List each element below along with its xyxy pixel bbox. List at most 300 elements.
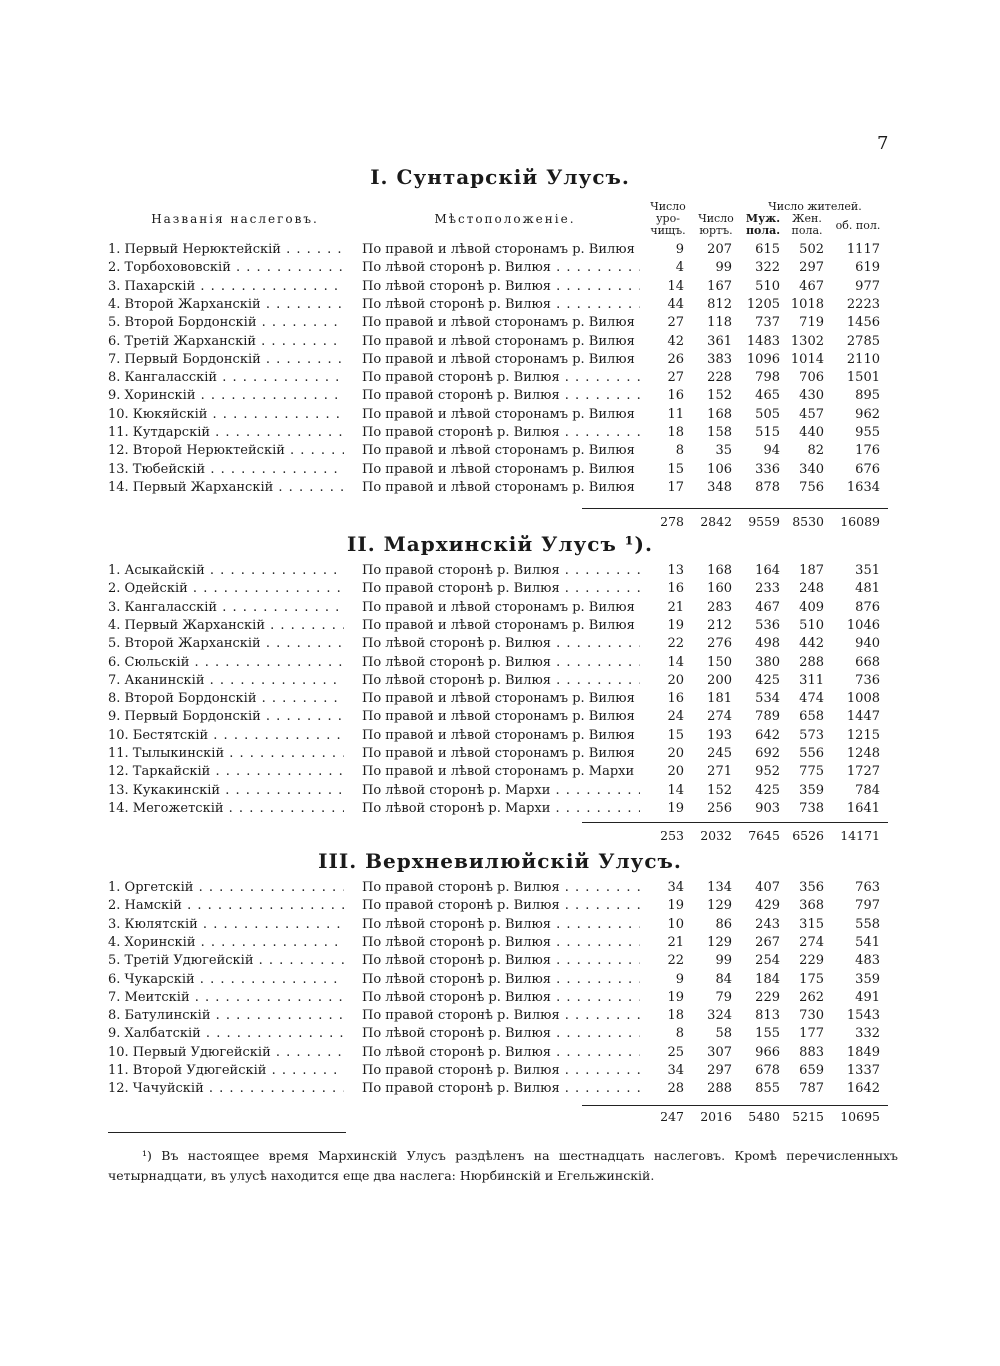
- footnote-rule: [108, 1132, 346, 1133]
- location: По лѣвой сторонѣ р. Вилюя . . .: [362, 989, 640, 1007]
- location: По правой сторонѣ р. Вилюя . . .: [362, 1062, 640, 1080]
- female-count: 719: [799, 315, 824, 331]
- location: По правой сторонѣ р. Вилюя . . .: [362, 879, 640, 897]
- urochishch-count: 18: [667, 1008, 684, 1024]
- total-n3: 7645: [748, 828, 780, 843]
- table-row: [0, 952, 1000, 970]
- total-count: 1215: [846, 727, 880, 743]
- male-count: 798: [755, 370, 780, 386]
- table-row: [0, 1007, 1000, 1025]
- male-count: 966: [755, 1044, 780, 1060]
- nasleg-name: 12. Таркайскій . . .: [108, 763, 344, 781]
- table-row: [0, 971, 1000, 989]
- urochishch-count: 17: [667, 479, 684, 495]
- table-row: [0, 442, 1000, 460]
- total-n5: 10695: [840, 1109, 880, 1124]
- female-count: 430: [799, 388, 824, 404]
- yurt-count: 256: [707, 800, 732, 816]
- nasleg-name: 14. Первый Жарханскій . . .: [108, 479, 344, 497]
- urochishch-count: 18: [667, 425, 684, 440]
- yurt-count: 212: [707, 617, 732, 633]
- female-count: 440: [799, 425, 824, 440]
- location: По правой и лѣвой сторонамъ р. Вилюя . . .: [362, 599, 640, 617]
- table-row: [0, 387, 1000, 405]
- female-count: 706: [799, 370, 824, 386]
- yurt-count: 79: [715, 989, 732, 1005]
- table-row: [0, 369, 1000, 387]
- header-location: Мѣстоположеніе.: [434, 212, 576, 226]
- urochishch-count: 8: [675, 443, 684, 459]
- male-count: 155: [755, 1026, 780, 1042]
- table-row: [0, 879, 1000, 897]
- table-row: [0, 1044, 1000, 1062]
- location: По правой и лѣвой сторонамъ р. Вилюя . . .: [362, 479, 640, 497]
- urochishch-count: 4: [675, 260, 684, 276]
- table-row: [0, 562, 1000, 580]
- male-count: 425: [755, 782, 780, 798]
- male-count: 164: [755, 563, 780, 578]
- total-n4: 6526: [792, 828, 824, 843]
- yurt-count: 200: [707, 672, 732, 688]
- total-count: 1727: [846, 764, 880, 780]
- male-count: 515: [755, 425, 780, 440]
- female-count: 262: [799, 989, 824, 1005]
- table-row: [0, 708, 1000, 726]
- total-rule: [582, 822, 888, 823]
- male-count: 534: [755, 691, 780, 707]
- female-count: 556: [799, 746, 824, 761]
- male-count: 789: [755, 709, 780, 725]
- total-count: 481: [855, 581, 880, 597]
- total-count: 1849: [846, 1044, 880, 1060]
- table-row: [0, 296, 1000, 314]
- total-count: 1008: [846, 691, 880, 707]
- male-count: 737: [755, 315, 780, 331]
- yurt-count: 160: [707, 581, 732, 597]
- urochishch-count: 20: [667, 672, 684, 688]
- male-count: 1096: [746, 351, 780, 367]
- yurt-count: 361: [707, 333, 732, 349]
- total-n4: 5215: [792, 1109, 824, 1124]
- urochishch-count: 16: [667, 691, 684, 707]
- location: По лѣвой сторонѣ р. Мархи . . .: [362, 800, 640, 818]
- location: По лѣвой сторонѣ р. Вилюя . . .: [362, 654, 640, 672]
- table-row: [0, 1025, 1000, 1043]
- yurt-count: 207: [707, 242, 732, 257]
- nasleg-name: 14. Мегожетскій . . .: [108, 800, 344, 818]
- male-count: 243: [755, 916, 780, 932]
- location: По правой и лѣвой сторонамъ р. Вилюя . . .: [362, 708, 640, 726]
- total-count: 876: [855, 599, 880, 615]
- male-count: 380: [755, 654, 780, 670]
- table-row: [0, 617, 1000, 635]
- urochishch-count: 19: [667, 898, 684, 914]
- footnote: ¹) Въ настоящее время Мархинскій Улусъ раздѣленъ на шестнадцать наслеговъ. Кромѣ перечисленныхъ четырнадцати, въ улусѣ находится еще два наслега: Нюрбинскій и Егельжинскій.: [108, 1148, 898, 1183]
- nasleg-name: 8. Второй Бордонскій . . .: [108, 690, 344, 708]
- urochishch-count: 22: [667, 636, 684, 652]
- urochishch-count: 24: [667, 709, 684, 725]
- total-count: 558: [855, 916, 880, 932]
- section-total-row: [0, 513, 1000, 531]
- total-count: 676: [855, 461, 880, 477]
- nasleg-name: 8. Кангаласскій . . .: [108, 369, 344, 387]
- male-count: 510: [755, 278, 780, 294]
- location: По правой и лѣвой сторонамъ р. Вилюя . . .: [362, 406, 640, 424]
- female-count: 775: [799, 764, 824, 780]
- nasleg-name: 11. Второй Удюгейскій . . .: [108, 1062, 344, 1080]
- location: По правой сторонѣ р. Вилюя . . .: [362, 580, 640, 598]
- female-count: 883: [799, 1044, 824, 1060]
- yurt-count: 129: [707, 898, 732, 914]
- female-count: 738: [799, 800, 824, 816]
- location: По лѣвой сторонѣ р. Вилюя . . .: [362, 296, 640, 314]
- urochishch-count: 21: [667, 599, 684, 615]
- location: По правой и лѣвой сторонамъ р. Вилюя . . .: [362, 461, 640, 479]
- urochishch-count: 25: [667, 1044, 684, 1060]
- total-n1: 247: [660, 1109, 684, 1124]
- location: По правой и лѣвой сторонамъ р. Вилюя . . .: [362, 351, 640, 369]
- location: По лѣвой сторонѣ р. Вилюя . . .: [362, 916, 640, 934]
- total-count: 2785: [846, 333, 880, 349]
- header-name: Названія наслеговъ.: [151, 212, 319, 226]
- table-row: [0, 916, 1000, 934]
- table-row: [0, 479, 1000, 497]
- urochishch-count: 44: [667, 296, 684, 312]
- yurt-count: 152: [707, 388, 732, 404]
- urochishch-count: 14: [667, 278, 684, 294]
- table-row: [0, 800, 1000, 818]
- location: По правой и лѣвой сторонамъ р. Вилюя . . .: [362, 442, 640, 460]
- male-count: 642: [755, 727, 780, 743]
- nasleg-name: 13. Тюбейскій . . .: [108, 461, 344, 479]
- urochishch-count: 8: [675, 1026, 684, 1042]
- location: По лѣвой сторонѣ р. Вилюя . . .: [362, 1025, 640, 1043]
- yurt-count: 812: [707, 296, 732, 312]
- total-count: 491: [855, 989, 880, 1005]
- total-rule: [582, 1105, 888, 1106]
- location: По правой сторонѣ р. Вилюя . . .: [362, 387, 640, 405]
- female-count: 442: [799, 636, 824, 652]
- header-male: Муж. пола.: [745, 212, 781, 237]
- location: По правой и лѣвой сторонамъ р. Вилюя . . .: [362, 690, 640, 708]
- female-count: 311: [799, 672, 824, 688]
- location: По правой и лѣвой сторонамъ р. Мархи . . .: [362, 763, 640, 781]
- female-count: 340: [799, 461, 824, 477]
- table-row: [0, 333, 1000, 351]
- urochishch-count: 42: [667, 333, 684, 349]
- nasleg-name: 7. Аканинскій . . .: [108, 672, 344, 690]
- yurt-count: 99: [715, 953, 732, 969]
- total-count: 1641: [846, 800, 880, 816]
- nasleg-name: 3. Кюлятскій . . .: [108, 916, 344, 934]
- nasleg-name: 4. Первый Жарханскій . . .: [108, 617, 344, 635]
- location: По лѣвой сторонѣ р. Вилюя . . .: [362, 278, 640, 296]
- yurt-count: 297: [707, 1063, 732, 1078]
- male-count: 615: [755, 242, 780, 257]
- nasleg-name: 10. Бестятскій . . .: [108, 727, 344, 745]
- female-count: 474: [799, 691, 824, 707]
- yurt-count: 348: [707, 479, 732, 495]
- total-count: 784: [855, 782, 880, 798]
- total-count: 977: [855, 278, 880, 294]
- male-count: 429: [755, 898, 780, 914]
- nasleg-name: 3. Пахарскій . . .: [108, 278, 344, 296]
- male-count: 498: [755, 636, 780, 652]
- yurt-count: 193: [707, 727, 732, 743]
- section-title: III. Верхневилюйскій Улусъ.: [318, 849, 682, 873]
- table-row: [0, 727, 1000, 745]
- female-count: 177: [799, 1026, 824, 1042]
- header-inhabitants: Число жителей.: [768, 200, 862, 213]
- location: По правой и лѣвой сторонамъ р. Вилюя . . .: [362, 314, 640, 332]
- nasleg-name: 1. Первый Нерюктейскій . . .: [108, 241, 344, 259]
- female-count: 502: [799, 242, 824, 257]
- yurt-count: 324: [707, 1008, 732, 1024]
- yurt-count: 106: [707, 461, 732, 477]
- nasleg-name: 9. Хоринскій . . .: [108, 387, 344, 405]
- section-title: I. Сунтарскій Улусъ.: [370, 165, 630, 189]
- nasleg-name: 11. Кутдарскій . . .: [108, 424, 344, 442]
- total-count: 1248: [846, 746, 880, 761]
- female-count: 175: [799, 971, 824, 987]
- total-count: 1046: [846, 617, 880, 633]
- urochishch-count: 9: [675, 971, 684, 987]
- nasleg-name: 9. Первый Бордонскій . . .: [108, 708, 344, 726]
- female-count: 1302: [790, 333, 824, 349]
- female-count: 297: [799, 260, 824, 276]
- location: По правой сторонѣ р. Вилюя . . .: [362, 562, 640, 580]
- nasleg-name: 13. Кукакинскій . . .: [108, 782, 344, 800]
- total-count: 736: [855, 672, 880, 688]
- header-yurt: Число юртъ.: [698, 212, 734, 237]
- table-row: [0, 635, 1000, 653]
- location: По правой и лѣвой сторонамъ р. Вилюя . . .: [362, 333, 640, 351]
- male-count: 233: [755, 581, 780, 597]
- male-count: 813: [755, 1008, 780, 1024]
- yurt-count: 99: [715, 260, 732, 276]
- yurt-count: 276: [707, 636, 732, 652]
- female-count: 229: [799, 953, 824, 969]
- nasleg-name: 5. Второй Жарханскій . . .: [108, 635, 344, 653]
- yurt-count: 150: [707, 654, 732, 670]
- male-count: 878: [755, 479, 780, 495]
- male-count: 903: [755, 800, 780, 816]
- male-count: 267: [755, 934, 780, 950]
- total-count: 668: [855, 654, 880, 670]
- table-row: [0, 654, 1000, 672]
- yurt-count: 134: [707, 880, 732, 895]
- nasleg-name: 2. Торбохововскій . . .: [108, 259, 344, 277]
- location: По лѣвой сторонѣ р. Вилюя . . .: [362, 672, 640, 690]
- yurt-count: 168: [707, 406, 732, 422]
- table-row: [0, 690, 1000, 708]
- table-row: [0, 672, 1000, 690]
- female-count: 573: [799, 727, 824, 743]
- section-total-row: [0, 827, 1000, 845]
- nasleg-name: 9. Халбатскій . . .: [108, 1025, 344, 1043]
- table-row: [0, 351, 1000, 369]
- male-count: 505: [755, 406, 780, 422]
- female-count: 510: [799, 617, 824, 633]
- yurt-count: 86: [715, 916, 732, 932]
- male-count: 465: [755, 388, 780, 404]
- table-row: [0, 934, 1000, 952]
- location: По правой и лѣвой сторонамъ р. Вилюя . . .: [362, 617, 640, 635]
- total-count: 176: [855, 443, 880, 459]
- total-count: 1634: [846, 479, 880, 495]
- yurt-count: 181: [707, 691, 732, 707]
- yurt-count: 118: [707, 315, 732, 331]
- urochishch-count: 14: [667, 782, 684, 798]
- female-count: 82: [807, 443, 824, 459]
- location: По правой сторонѣ р. Вилюя . . .: [362, 424, 640, 442]
- yurt-count: 168: [707, 563, 732, 578]
- location: По лѣвой сторонѣ р. Вилюя . . .: [362, 971, 640, 989]
- header-female: Жен. пола.: [791, 212, 823, 237]
- female-count: 467: [799, 278, 824, 294]
- total-count: 619: [855, 260, 880, 276]
- total-count: 1642: [846, 1081, 880, 1097]
- female-count: 409: [799, 599, 824, 615]
- yurt-count: 245: [707, 746, 732, 761]
- urochishch-count: 20: [667, 764, 684, 780]
- urochishch-count: 15: [667, 461, 684, 477]
- total-n5: 14171: [840, 828, 880, 843]
- female-count: 248: [799, 581, 824, 597]
- total-count: 797: [855, 898, 880, 914]
- male-count: 336: [755, 461, 780, 477]
- urochishch-count: 9: [675, 242, 684, 257]
- table-row: [0, 989, 1000, 1007]
- table-row: [0, 424, 1000, 442]
- urochishch-count: 28: [667, 1081, 684, 1097]
- male-count: 254: [755, 953, 780, 969]
- female-count: 359: [799, 782, 824, 798]
- nasleg-name: 6. Третій Жарханскій . . .: [108, 333, 344, 351]
- location: По правой и лѣвой сторонамъ р. Вилюя . . .: [362, 727, 640, 745]
- male-count: 1205: [746, 296, 780, 312]
- female-count: 457: [799, 406, 824, 422]
- location: По правой и лѣвой сторонамъ р. Вилюя . . .: [362, 745, 640, 763]
- yurt-count: 158: [707, 425, 732, 440]
- total-count: 483: [855, 953, 880, 969]
- yurt-count: 58: [715, 1026, 732, 1042]
- total-n3: 5480: [748, 1109, 780, 1124]
- female-count: 659: [799, 1063, 824, 1078]
- nasleg-name: 2. Одейскій . . .: [108, 580, 344, 598]
- location: По правой и лѣвой сторонамъ р. Вилюя . . .: [362, 241, 640, 259]
- urochishch-count: 19: [667, 617, 684, 633]
- total-count: 940: [855, 636, 880, 652]
- male-count: 229: [755, 989, 780, 1005]
- female-count: 368: [799, 898, 824, 914]
- female-count: 787: [799, 1081, 824, 1097]
- yurt-count: 152: [707, 782, 732, 798]
- male-count: 678: [755, 1063, 780, 1078]
- total-count: 351: [855, 563, 880, 578]
- urochishch-count: 19: [667, 989, 684, 1005]
- yurt-count: 271: [707, 764, 732, 780]
- nasleg-name: 1. Оргетскій . . .: [108, 879, 344, 897]
- table-row: [0, 241, 1000, 259]
- total-n4: 8530: [792, 514, 824, 529]
- header-both: об. пол.: [835, 219, 881, 232]
- nasleg-name: 4. Второй Жарханскій . . .: [108, 296, 344, 314]
- total-count: 1117: [846, 242, 880, 257]
- urochishch-count: 34: [667, 1063, 684, 1078]
- table-row: [0, 406, 1000, 424]
- location: По лѣвой сторонѣ р. Вилюя . . .: [362, 259, 640, 277]
- urochishch-count: 13: [667, 563, 684, 578]
- urochishch-count: 26: [667, 351, 684, 367]
- nasleg-name: 1. Асыкайскій . . .: [108, 562, 344, 580]
- urochishch-count: 16: [667, 388, 684, 404]
- female-count: 658: [799, 709, 824, 725]
- female-count: 315: [799, 916, 824, 932]
- nasleg-name: 6. Чукарскій . . .: [108, 971, 344, 989]
- total-count: 895: [855, 388, 880, 404]
- total-count: 1456: [846, 315, 880, 331]
- nasleg-name: 12. Чачуйскій . . .: [108, 1080, 344, 1098]
- nasleg-name: 6. Сюльскій . . .: [108, 654, 344, 672]
- urochishch-count: 27: [667, 370, 684, 386]
- male-count: 692: [755, 746, 780, 761]
- female-count: 274: [799, 934, 824, 950]
- nasleg-name: 10. Кюкяйскій . . .: [108, 406, 344, 424]
- female-count: 356: [799, 880, 824, 895]
- yurt-count: 228: [707, 370, 732, 386]
- nasleg-name: 7. Меитскій . . .: [108, 989, 344, 1007]
- location: По правой сторонѣ р. Вилюя . . .: [362, 1007, 640, 1025]
- location: По лѣвой сторонѣ р. Мархи . . .: [362, 782, 640, 800]
- male-count: 952: [755, 764, 780, 780]
- total-count: 541: [855, 934, 880, 950]
- urochishch-count: 11: [667, 406, 684, 422]
- total-n1: 253: [660, 828, 684, 843]
- urochishch-count: 22: [667, 953, 684, 969]
- total-n2: 2016: [700, 1109, 732, 1124]
- female-count: 1014: [790, 351, 824, 367]
- yurt-count: 383: [707, 351, 732, 367]
- total-count: 1447: [846, 709, 880, 725]
- nasleg-name: 3. Кангаласскій . . .: [108, 599, 344, 617]
- nasleg-name: 10. Первый Удюгейскій . . .: [108, 1044, 344, 1062]
- male-count: 467: [755, 599, 780, 615]
- header-urochishch: Число уро- чищъ.: [650, 200, 686, 237]
- total-count: 962: [855, 406, 880, 422]
- table-row: [0, 1062, 1000, 1080]
- nasleg-name: 7. Первый Бордонскій . . .: [108, 351, 344, 369]
- male-count: 855: [755, 1081, 780, 1097]
- urochishch-count: 27: [667, 315, 684, 331]
- male-count: 536: [755, 617, 780, 633]
- location: По лѣвой сторонѣ р. Вилюя . . .: [362, 1044, 640, 1062]
- total-n5: 16089: [840, 514, 880, 529]
- table-row: [0, 314, 1000, 332]
- urochishch-count: 20: [667, 746, 684, 761]
- total-n1: 278: [660, 514, 684, 529]
- total-count: 2223: [846, 296, 880, 312]
- table-row: [0, 782, 1000, 800]
- urochishch-count: 34: [667, 880, 684, 895]
- table-row: [0, 897, 1000, 915]
- male-count: 322: [755, 260, 780, 276]
- table-row: [0, 599, 1000, 617]
- nasleg-name: 4. Хоринскій . . .: [108, 934, 344, 952]
- urochishch-count: 14: [667, 654, 684, 670]
- male-count: 184: [755, 971, 780, 987]
- table-row: [0, 745, 1000, 763]
